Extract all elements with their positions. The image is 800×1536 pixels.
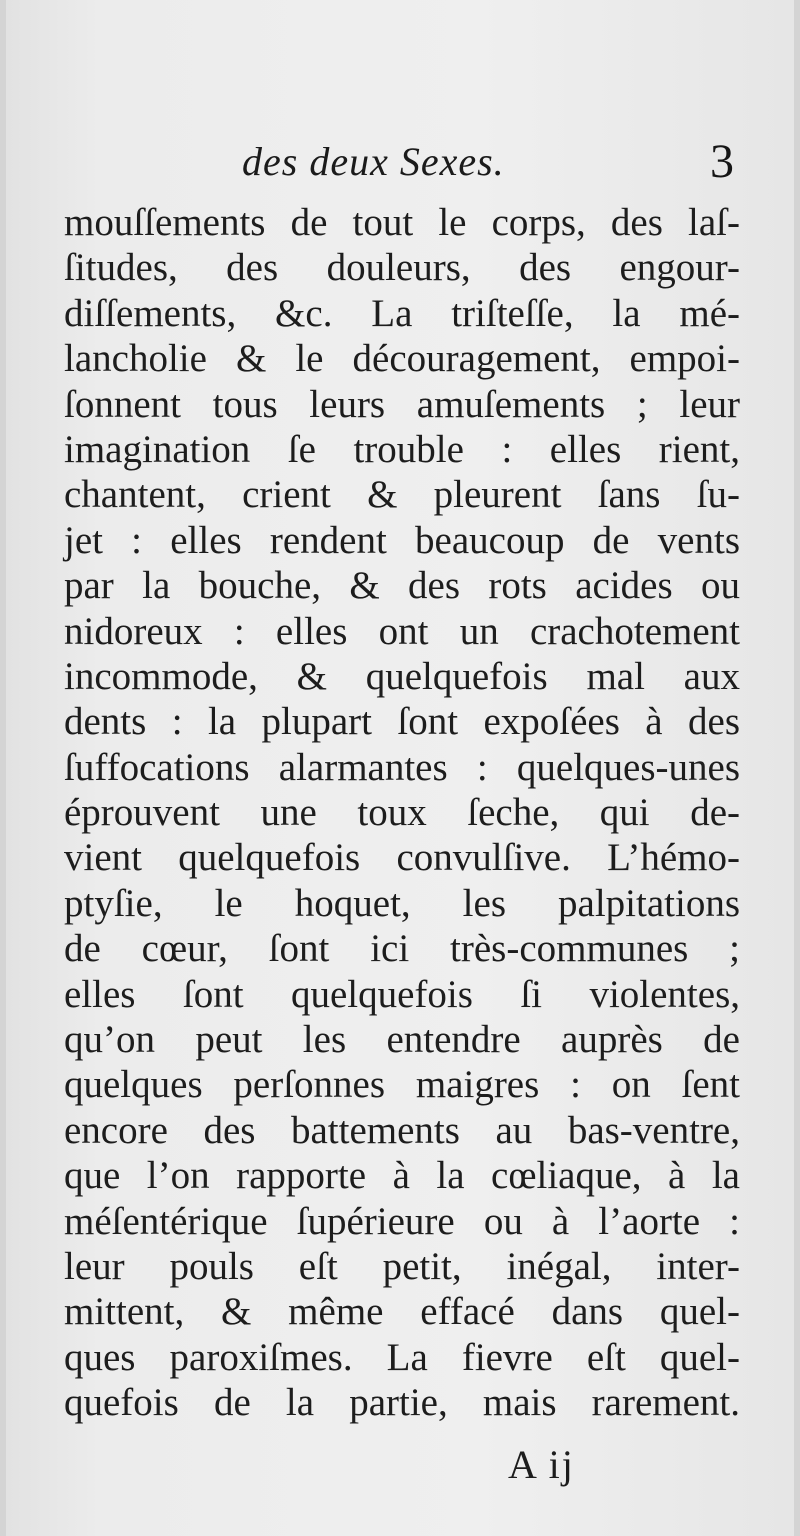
text-line: éprouvent une toux ſeche, qui de-: [64, 791, 740, 835]
text-line: nidoreux : elles ont un crachotement: [64, 609, 740, 653]
text-line: qu’on peut les entendre auprès de: [64, 1018, 740, 1062]
text-line: elles ſont quelquefois ſi violentes,: [64, 972, 740, 1016]
text-line: dents : la plupart ſont expoſées à des: [64, 700, 740, 744]
text-line: jet : elles rendent beaucoup de vents: [64, 518, 740, 562]
book-page: [6, 0, 794, 1536]
text-line: lancholie & le découragement, empoi-: [64, 337, 740, 381]
text-line: encore des battements au bas-ventre,: [64, 1108, 740, 1152]
text-line: ſuffocations alarmantes : quelques-unes: [64, 745, 740, 789]
text-line: quefois de la partie, mais rarement.: [64, 1381, 740, 1425]
page-number: 3: [710, 135, 734, 188]
text-line: que l’on rapporte à la cœliaque, à la: [64, 1154, 740, 1198]
running-head: [242, 135, 742, 194]
text-line: mittent, & même effacé dans quel-: [64, 1290, 740, 1334]
running-title: des deux Sexes.: [242, 139, 505, 184]
text-line: quelques perſonnes maigres : on ſent: [64, 1063, 740, 1107]
text-line: imagination ſe trouble : elles rient,: [64, 427, 740, 471]
text-line: ſonnent tous leurs amuſements ; leur: [64, 382, 740, 426]
text-line: leur pouls eſt petit, inégal, inter-: [64, 1244, 740, 1288]
text-line: de cœur, ſont ici très-communes ;: [64, 927, 740, 971]
text-line: par la bouche, & des rots acides ou: [64, 564, 740, 608]
text-line: ptyſie, le hoquet, les palpitations: [64, 881, 740, 925]
text-line: vient quelquefois convulſive. L’hémo-: [64, 836, 740, 880]
text-line: diſſements, &c. La triſteſſe, la mé-: [64, 291, 740, 335]
text-line: méſentérique ſupérieure ou à l’aorte :: [64, 1199, 740, 1243]
body-text: [64, 200, 740, 1426]
text-line: incommode, & quelquefois mal aux: [64, 654, 740, 698]
text-line: chantent, crient & pleurent ſans ſu-: [64, 473, 740, 517]
text-line: mouſſements de tout le corps, des laſ-: [64, 201, 740, 244]
text-line: ques paroxiſmes. La fievre eſt quel-: [64, 1335, 740, 1379]
signature-mark: A ij: [508, 1442, 575, 1487]
text-line: ſitudes, des douleurs, des engour-: [64, 246, 740, 290]
